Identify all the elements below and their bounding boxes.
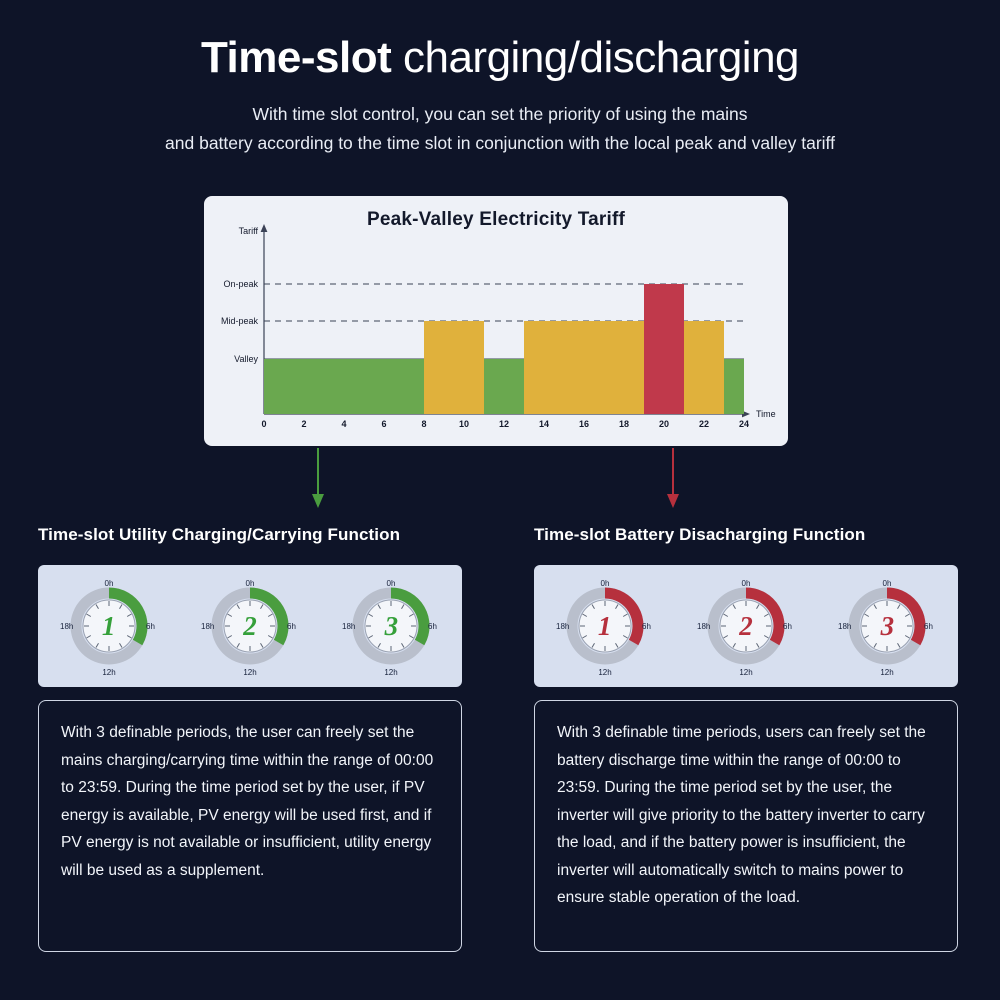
right-section-heading: Time-slot Battery Disacharging Function xyxy=(534,525,866,544)
svg-text:12h: 12h xyxy=(739,668,753,677)
svg-text:0h: 0h xyxy=(882,579,892,588)
svg-text:20: 20 xyxy=(658,419,670,429)
svg-text:6: 6 xyxy=(381,419,387,429)
svg-text:On-peak: On-peak xyxy=(223,279,258,289)
time-slot-dial-1[interactable] xyxy=(57,574,161,678)
svg-text:0h: 0h xyxy=(245,579,255,588)
page-subtitle xyxy=(0,100,1000,158)
svg-text:12h: 12h xyxy=(880,668,894,677)
time-slot-dial-2[interactable] xyxy=(198,574,302,678)
svg-text:6h: 6h xyxy=(641,622,651,631)
peak-valley-chart xyxy=(204,196,788,446)
svg-text:18h: 18h xyxy=(342,622,356,631)
svg-text:0h: 0h xyxy=(386,579,396,588)
tariff-chart-card xyxy=(204,196,788,446)
svg-text:0h: 0h xyxy=(741,579,751,588)
battery-discharging-description: With 3 definable time periods, users can freely set the battery discharge time within the range of 00:00 to 23:59. During the time period set by the user, the inverter will give priority to the battery inverter to carry the load, and if the battery power is insufficient, the inverter will automatically switch to mains power to ensure stable operation of the load. xyxy=(534,700,958,952)
svg-text:0h: 0h xyxy=(600,579,610,588)
svg-text:22: 22 xyxy=(698,419,710,429)
utility-charging-description: With 3 definable periods, the user can freely set the mains charging/carrying time within the range of 00:00 to 23:59. During the time period set by the user, if PV energy is available, PV energy will be used first, and if PV energy is not available or insufficient, utility energy will be used as a supplement. xyxy=(38,700,462,952)
svg-text:24: 24 xyxy=(738,419,750,429)
connector-arrows xyxy=(0,440,1000,520)
dial-number-label: 1 xyxy=(597,610,612,641)
svg-text:4: 4 xyxy=(341,419,347,429)
dial-number-label: 1 xyxy=(101,610,116,641)
svg-text:Tariff: Tariff xyxy=(238,226,258,236)
battery-discharging-dial-panel xyxy=(534,565,958,687)
utility-charging-dial-panel xyxy=(38,565,462,687)
svg-text:0h: 0h xyxy=(104,579,114,588)
page-title-rest: charging/discharging xyxy=(391,33,800,82)
svg-text:18h: 18h xyxy=(59,622,74,631)
svg-text:6h: 6h xyxy=(782,622,792,631)
time-slot-dial-2[interactable] xyxy=(694,574,798,678)
svg-text:18: 18 xyxy=(618,419,630,429)
svg-text:Mid-peak: Mid-peak xyxy=(220,316,258,326)
svg-text:12h: 12h xyxy=(384,668,398,677)
time-slot-dial-3[interactable] xyxy=(835,574,939,678)
svg-text:12h: 12h xyxy=(243,668,257,677)
chart-title: Peak-Valley Electricity Tariff xyxy=(366,209,626,230)
dial-number-label: 2 xyxy=(243,610,257,641)
time-slot-dial-1[interactable] xyxy=(553,574,657,678)
svg-text:14: 14 xyxy=(538,419,550,429)
svg-text:Time: Time xyxy=(756,409,776,419)
svg-text:6h: 6h xyxy=(924,622,934,631)
svg-text:18h: 18h xyxy=(555,622,570,631)
page-title xyxy=(0,34,1000,82)
svg-text:12: 12 xyxy=(498,419,510,429)
page-subtitle-line-1: With time slot control, you can set the priority of using the mains xyxy=(252,104,748,125)
svg-text:6h: 6h xyxy=(428,622,438,631)
page-title-emphasis: Time-slot xyxy=(200,33,392,82)
time-slot-dial-3[interactable] xyxy=(339,574,443,678)
svg-text:10: 10 xyxy=(458,419,470,429)
svg-text:0: 0 xyxy=(261,419,267,429)
page-subtitle-line-2: and battery according to the time slot in conjunction with the local peak and valley tariff xyxy=(165,133,835,154)
svg-text:18h: 18h xyxy=(696,622,711,631)
svg-text:6h: 6h xyxy=(145,622,155,631)
svg-text:6h: 6h xyxy=(286,622,296,631)
svg-text:Valley: Valley xyxy=(234,354,258,364)
dial-number-label: 3 xyxy=(880,610,895,641)
svg-text:18h: 18h xyxy=(838,622,852,631)
svg-text:2: 2 xyxy=(301,419,307,429)
dial-number-label: 2 xyxy=(739,610,753,641)
dial-number-label: 3 xyxy=(384,610,399,641)
page-header xyxy=(0,0,1000,158)
svg-text:18h: 18h xyxy=(200,622,215,631)
svg-text:12h: 12h xyxy=(101,668,116,677)
svg-text:12h: 12h xyxy=(597,668,612,677)
svg-text:16: 16 xyxy=(578,419,590,429)
svg-text:8: 8 xyxy=(421,419,427,429)
left-section-heading: Time-slot Utility Charging/Carrying Function xyxy=(38,525,401,544)
